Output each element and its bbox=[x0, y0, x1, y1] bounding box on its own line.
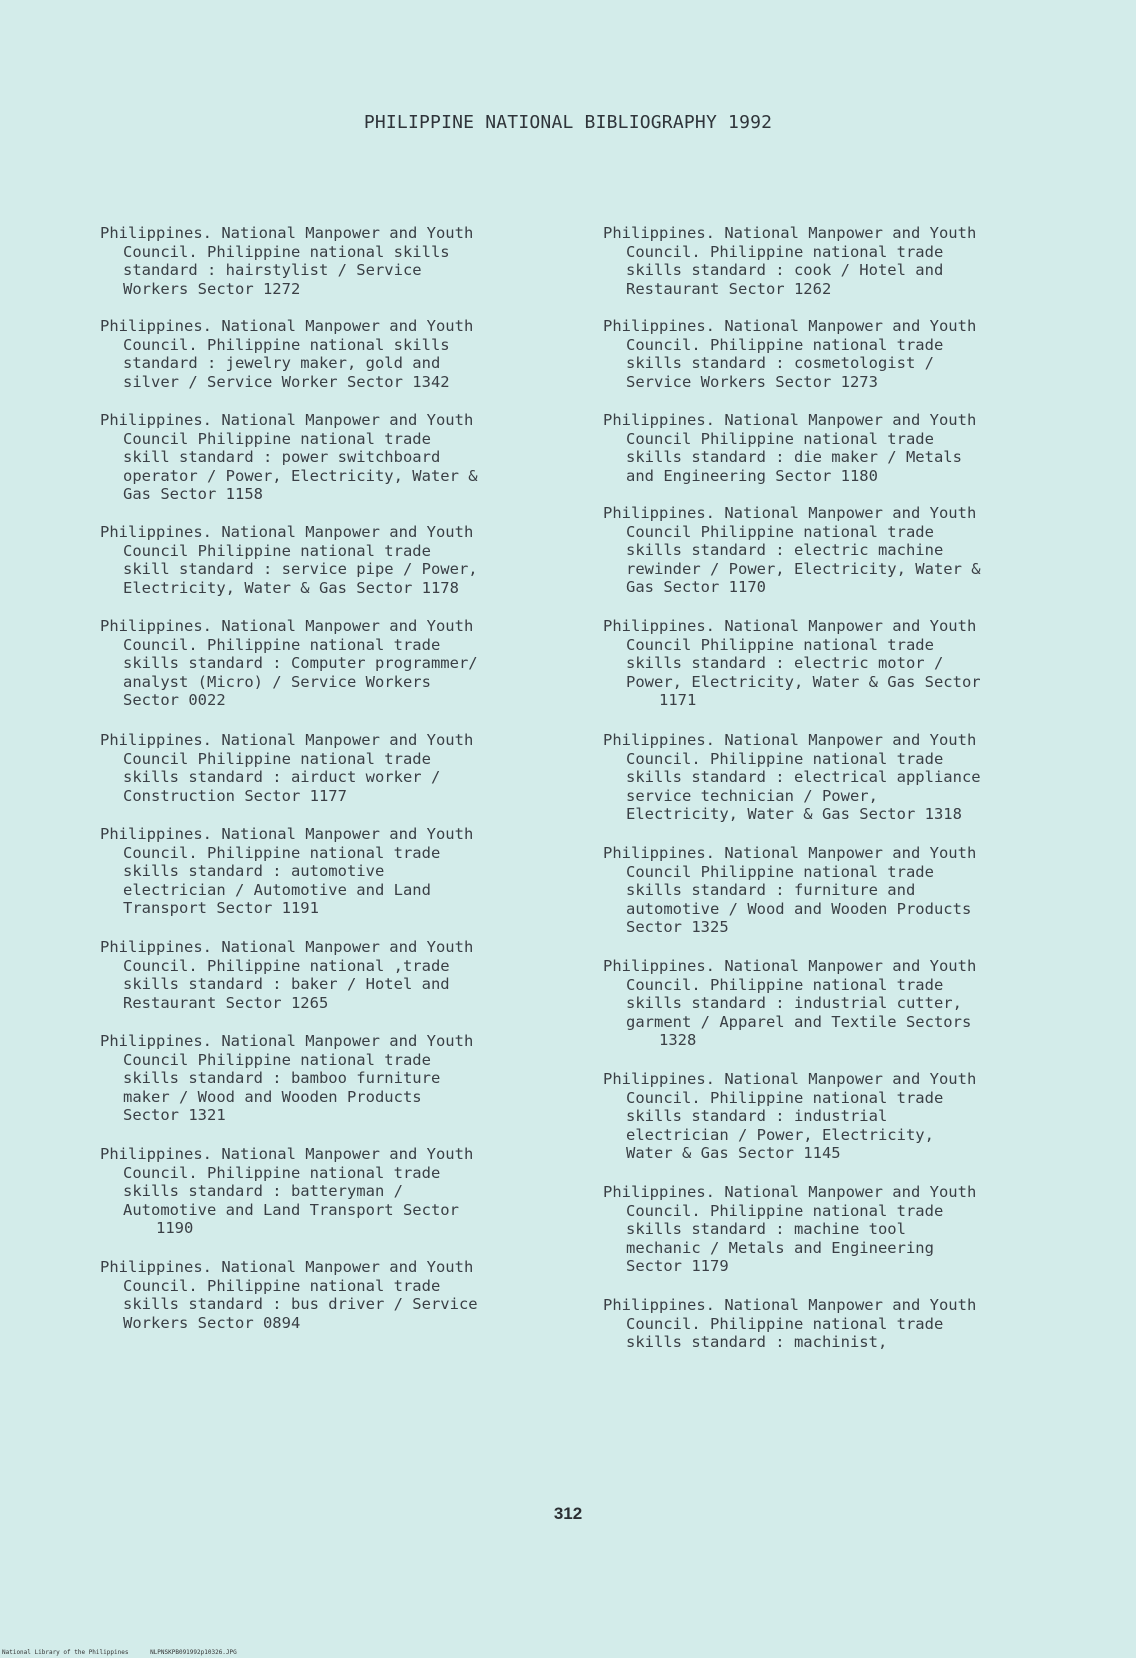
entry-line: Council. Philippine national ,trade bbox=[123, 956, 450, 975]
bibliography-entry bbox=[603, 1296, 1073, 1352]
entry-line: Philippines. National Manpower and Youth bbox=[603, 957, 977, 975]
entry-line: Philippines. National Manpower and Youth bbox=[603, 617, 977, 635]
entry-line: skills standard : machine tool bbox=[626, 1220, 906, 1239]
entry-line: electrician / Power, Electricity, bbox=[626, 1125, 934, 1144]
entry-line: Sector 0022 bbox=[123, 691, 226, 710]
entry-line: skills standard : machinist, bbox=[626, 1333, 888, 1352]
entry-line: 1190 bbox=[156, 1219, 194, 1238]
entry-line: Council. Philippine national trade bbox=[626, 335, 944, 354]
entry-line: and Engineering Sector 1180 bbox=[626, 466, 878, 485]
entry-line: operator / Power, Electricity, Water & bbox=[123, 466, 478, 485]
entry-line: Philippines. National Manpower and Youth bbox=[603, 731, 977, 749]
page-title: PHILIPPINE NATIONAL BIBLIOGRAPHY 1992 bbox=[363, 112, 773, 133]
entry-line: standard : jewelry maker, gold and bbox=[123, 354, 441, 373]
entry-line: service technician / Power, bbox=[626, 786, 878, 805]
entry-line: Council. Philippine national trade bbox=[626, 749, 944, 768]
entry-line: skills standard : Computer programmer/ bbox=[123, 654, 478, 673]
entry-line: Philippines. National Manpower and Youth bbox=[603, 411, 977, 429]
entry-line: Council Philippine national trade bbox=[626, 862, 934, 881]
entry-line: Council. Philippine national trade bbox=[626, 242, 944, 261]
entry-line: Philippines. National Manpower and Youth bbox=[100, 938, 474, 956]
entry-line: skills standard : baker / Hotel and bbox=[123, 975, 450, 994]
bibliography-entry bbox=[100, 617, 570, 710]
bibliography-entry bbox=[603, 411, 1073, 485]
entry-line: Transport Sector 1191 bbox=[123, 899, 319, 918]
entry-line: Philippines. National Manpower and Youth bbox=[603, 224, 977, 242]
bibliography-entry bbox=[100, 731, 570, 805]
entry-line: skills standard : bamboo furniture bbox=[123, 1069, 441, 1088]
entry-line: Council. Philippine national trade bbox=[626, 1201, 944, 1220]
bibliography-entry bbox=[100, 1145, 570, 1238]
entry-line: Philippines. National Manpower and Youth bbox=[100, 1258, 474, 1276]
bibliography-entry bbox=[603, 731, 1073, 824]
entry-line: Philippines. National Manpower and Youth bbox=[100, 731, 474, 749]
entry-line: Gas Sector 1170 bbox=[626, 578, 766, 597]
entry-line: Philippines. National Manpower and Youth bbox=[603, 1296, 977, 1314]
entry-line: Council. Philippine national trade bbox=[123, 1276, 441, 1295]
entry-line: rewinder / Power, Electricity, Water & bbox=[626, 559, 981, 578]
entry-line: Council Philippine national trade bbox=[626, 522, 934, 541]
entry-line: Sector 1325 bbox=[626, 918, 729, 937]
entry-line: skills standard : airduct worker / bbox=[123, 768, 441, 787]
bibliography-entry bbox=[100, 317, 570, 391]
entry-line: Philippines. National Manpower and Youth bbox=[603, 844, 977, 862]
bibliography-entry bbox=[100, 825, 570, 918]
footer-credit bbox=[2, 1649, 255, 1656]
entry-line: Council. Philippine national trade bbox=[626, 1314, 944, 1333]
entry-line: skills standard : industrial bbox=[626, 1107, 888, 1126]
entry-line: Philippines. National Manpower and Youth bbox=[603, 1070, 977, 1088]
entry-line: Restaurant Sector 1262 bbox=[626, 279, 832, 298]
entry-line: Philippines. National Manpower and Youth bbox=[603, 1183, 977, 1201]
entry-line: skills standard : cosmetologist / bbox=[626, 354, 934, 373]
entry-line: Electricity, Water & Gas Sector 1178 bbox=[123, 578, 459, 597]
entry-line: Council Philippine national trade bbox=[626, 429, 934, 448]
entry-line: Philippines. National Manpower and Youth bbox=[100, 317, 474, 335]
entry-line: Council Philippine national trade bbox=[123, 429, 431, 448]
entry-line: garment / Apparel and Textile Sectors bbox=[626, 1012, 972, 1031]
entry-line: Council. Philippine national trade bbox=[123, 1163, 441, 1182]
entry-line: Council Philippine national trade bbox=[123, 541, 431, 560]
bibliography-entry bbox=[603, 844, 1073, 937]
bibliography-entry bbox=[100, 411, 570, 504]
entry-line: Gas Sector 1158 bbox=[123, 485, 263, 504]
bibliography-entry bbox=[603, 1070, 1073, 1163]
entry-line: Philippines. National Manpower and Youth bbox=[100, 617, 474, 635]
entry-line: Philippines. National Manpower and Youth bbox=[100, 224, 474, 242]
entry-line: Service Workers Sector 1273 bbox=[626, 372, 878, 391]
footer-library-name: National Library of the Philippines bbox=[2, 1649, 129, 1656]
entry-line: Council. Philippine national skills bbox=[123, 335, 450, 354]
entry-line: Council Philippine national trade bbox=[123, 1050, 431, 1069]
entry-line: 1328 bbox=[659, 1031, 697, 1050]
entry-line: skills standard : automotive bbox=[123, 862, 385, 881]
bibliography-entry bbox=[100, 523, 570, 597]
entry-line: skills standard : industrial cutter, bbox=[626, 994, 962, 1013]
entry-line: Philippines. National Manpower and Youth bbox=[603, 317, 977, 335]
entry-line: Council. Philippine national trade bbox=[626, 1088, 944, 1107]
entry-line: Restaurant Sector 1265 bbox=[123, 993, 329, 1012]
bibliography-entry bbox=[603, 317, 1073, 391]
entry-line: Philippines. National Manpower and Youth bbox=[100, 1032, 474, 1050]
bibliography-entry bbox=[603, 224, 1073, 298]
entry-line: Construction Sector 1177 bbox=[123, 786, 347, 805]
entry-line: skills standard : furniture and bbox=[626, 881, 916, 900]
entry-line: Philippines. National Manpower and Youth bbox=[100, 411, 474, 429]
bibliography-entry bbox=[603, 957, 1073, 1050]
entry-line: Workers Sector 0894 bbox=[123, 1313, 301, 1332]
entry-line: Council. Philippine national skills bbox=[123, 242, 450, 261]
entry-line: maker / Wood and Wooden Products bbox=[123, 1087, 422, 1106]
entry-line: 1171 bbox=[659, 691, 697, 710]
entry-line: Council Philippine national trade bbox=[626, 635, 934, 654]
entry-line: Philippines. National Manpower and Youth bbox=[603, 504, 977, 522]
entry-line: Philippines. National Manpower and Youth bbox=[100, 523, 474, 541]
entry-line: automotive / Wood and Wooden Products bbox=[626, 899, 972, 918]
entry-line: Electricity, Water & Gas Sector 1318 bbox=[626, 805, 962, 824]
bibliography-entry bbox=[603, 504, 1073, 597]
entry-line: Philippines. National Manpower and Youth bbox=[100, 825, 474, 843]
entry-line: silver / Service Worker Sector 1342 bbox=[123, 372, 450, 391]
bibliography-entry bbox=[603, 1183, 1073, 1276]
entry-line: Council. Philippine national trade bbox=[123, 843, 441, 862]
entry-line: Council. Philippine national trade bbox=[626, 975, 944, 994]
entry-line: Automotive and Land Transport Sector bbox=[123, 1200, 459, 1219]
bibliography-entry bbox=[603, 617, 1073, 710]
entry-line: standard : hairstylist / Service bbox=[123, 261, 422, 280]
entry-line: skill standard : service pipe / Power, bbox=[123, 560, 478, 579]
entry-line: Power, Electricity, Water & Gas Sector bbox=[626, 672, 981, 691]
entry-line: mechanic / Metals and Engineering bbox=[626, 1238, 934, 1257]
entry-line: electrician / Automotive and Land bbox=[123, 880, 431, 899]
entry-line: skills standard : cook / Hotel and bbox=[626, 261, 944, 280]
entry-line: skills standard : electric machine bbox=[626, 541, 944, 560]
entry-line: skill standard : power switchboard bbox=[123, 448, 441, 467]
entry-line: Philippines. National Manpower and Youth bbox=[100, 1145, 474, 1163]
entry-line: skills standard : electrical appliance bbox=[626, 768, 981, 787]
page-number: 312 bbox=[553, 1504, 583, 1523]
entry-line: Workers Sector 1272 bbox=[123, 279, 301, 298]
bibliography-entry bbox=[100, 1032, 570, 1125]
footer-file-name: NLPNSKPB091992p10326.JPG bbox=[150, 1649, 237, 1656]
entry-line: skills standard : electric motor / bbox=[626, 654, 944, 673]
bibliography-entry bbox=[100, 224, 570, 298]
entry-line: Sector 1321 bbox=[123, 1106, 226, 1125]
entry-line: Council. Philippine national trade bbox=[123, 635, 441, 654]
entry-line: skills standard : die maker / Metals bbox=[626, 448, 962, 467]
entry-line: skills standard : bus driver / Service bbox=[123, 1295, 478, 1314]
entry-line: analyst (Micro) / Service Workers bbox=[123, 672, 431, 691]
bibliography-entry bbox=[100, 938, 570, 1012]
entry-line: Water & Gas Sector 1145 bbox=[626, 1144, 841, 1163]
entry-line: Sector 1179 bbox=[626, 1257, 729, 1276]
entry-line: skills standard : batteryman / bbox=[123, 1182, 403, 1201]
entry-line: Council Philippine national trade bbox=[123, 749, 431, 768]
bibliography-entry bbox=[100, 1258, 570, 1332]
